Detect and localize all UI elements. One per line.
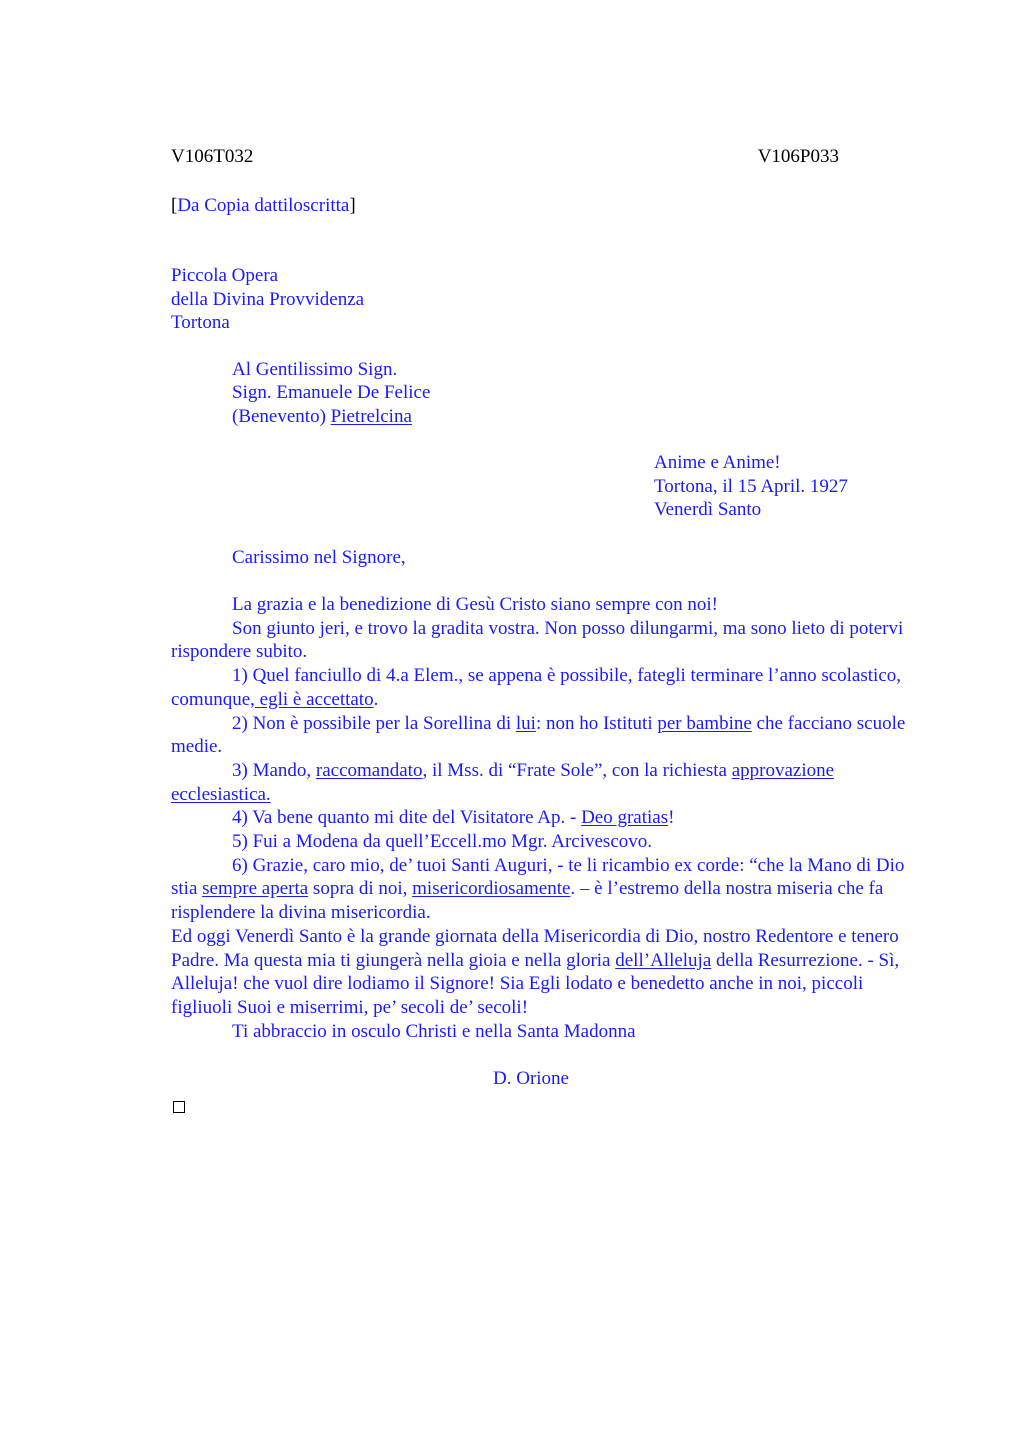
signature: D. Orione — [493, 1068, 569, 1090]
checkbox-square-icon — [173, 1101, 185, 1113]
addressee-place: Pietrelcina — [330, 405, 412, 427]
place-date: Tortona, il 15 April. 1927 — [654, 475, 848, 497]
paragraph: 5) Fui a Modena da quell’Eccell.mo Mgr. Arcivescovo. — [232, 831, 653, 853]
source-text: Da Copia dattiloscritta — [177, 195, 350, 216]
motto: Anime e Anime! — [654, 452, 781, 473]
date-block — [654, 451, 911, 522]
paragraph: Ti abbraccio in osculo Christi e nella Santa Madonna — [232, 1020, 636, 1042]
sender-line: Piccola Opera — [171, 265, 279, 286]
addressee-line: Sign. Emanuele De Felice — [232, 382, 431, 403]
paragraph: Ed oggi Venerdì Santo è la grande giornata della Misericordia di Dio, nostro Redentore e tenero Padre. Ma questa mia ti giungerà nella gioia e nella gloria dell’Alleluja della Resurrezione. - Sì, Alleluja! che vuol dire lodiamo il Signore! Sia Egli lodato e benedetto anche in noi, piccoli figliuoli Suoi e miserrimi, pe’ secoli de’ secoli! — [171, 925, 900, 1018]
code-left: V106T032 — [171, 146, 254, 167]
letter-page — [171, 145, 911, 1091]
paragraph: 3) Mando, raccomandato, il Mss. di “Frate Sole”, con la richiesta approvazione ecclesiastica. — [171, 759, 835, 805]
sender-block — [171, 264, 911, 335]
day: Venerdì Santo — [654, 499, 762, 520]
greeting: Carissimo nel Signore, — [232, 546, 406, 568]
paragraph: 4) Va bene quanto mi dite del Visitatore Ap. - Deo gratias! — [232, 807, 675, 829]
addressee-line: Al Gentilissimo Sign. — [232, 358, 398, 380]
paragraph: Son giunto jeri, e trovo la gradita vostra. Non posso dilungarmi, ma sono lieto di potervi rispondere subito. — [171, 617, 904, 663]
letter-body — [171, 593, 911, 1043]
addressee-block — [232, 358, 911, 429]
paragraph: 6) Grazie, caro mio, de’ tuoi Santi Auguri, - te li ricambio ex corde: “che la Mano di Dio stia sempre aperta sopra di noi, misericordiosamente. – è l’estremo della nostra miseria che fa risplendere la divina misericordia. — [171, 854, 905, 924]
paragraph: La grazia e la benedizione di Gesù Cristo siano sempre con noi! — [232, 594, 718, 615]
source-note: [Da Copia dattiloscritta] — [171, 195, 356, 216]
paragraph: 2) Non è possibile per la Sorellina di lui: non ho Istituti per bambine che facciano scuole medie. — [171, 712, 906, 758]
sender-line: Tortona — [171, 312, 230, 333]
sender-line: della Divina Provvidenza — [171, 288, 365, 310]
addressee-line: (Benevento) Pietrelcina — [232, 405, 412, 427]
document-codes — [171, 145, 839, 169]
code-right: V106P033 — [757, 146, 839, 167]
paragraph: 1) Quel fanciullo di 4.a Elem., se appena è possibile, fategli terminare l’anno scolastico, comunque, egli è accettato. — [171, 665, 901, 710]
